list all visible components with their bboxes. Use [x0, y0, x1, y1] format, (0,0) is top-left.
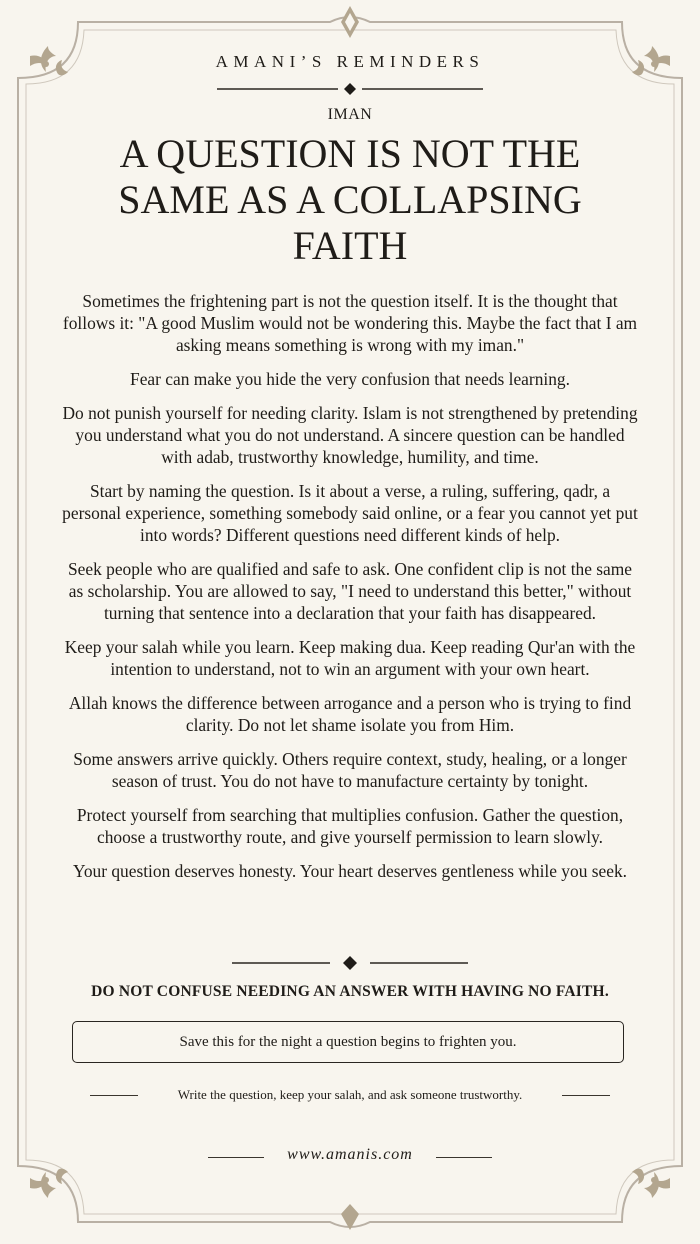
brand-name: AMANI’S REMINDERS	[215, 52, 485, 71]
category-label: IMAN	[327, 106, 373, 123]
key-message: DO NOT CONFUSE NEEDING AN ANSWER WITH HAVING NO FAITH.	[91, 983, 609, 1000]
paragraph: Seek people who are qualified and safe to ask. One confident clip is not the same as scholarship. You are allowed to say, "I need to understand this better," without turning that sentence into a declaration that your faith has disappeared.	[67, 559, 633, 623]
brand-divider	[0, 82, 700, 96]
page-title: A QUESTION IS NOT THE SAME AS A COLLAPSING FAITH	[118, 131, 582, 268]
footer-rule-right	[436, 1157, 492, 1158]
paragraph: Protect yourself from searching that multiplies confusion. Gather the question, choose a trustworthy route, and give yourself permission to learn slowly.	[76, 805, 624, 847]
save-prompt-text: Save this for the night a question begins to frighten you.	[179, 1033, 517, 1050]
action-tip: Write the question, keep your salah, and ask someone trustworthy.	[177, 1087, 523, 1102]
fleuron-icon-bottom-left	[30, 1169, 68, 1198]
paragraph: Do not punish yourself for needing clarity. Islam is not strengthened by pretending you understand what you do not understand. A sincere question can be handled with adab, trustworthy knowledge, humility, and time.	[62, 403, 638, 467]
tip-rule-right	[562, 1095, 610, 1096]
top-diamond-ornament	[341, 6, 359, 38]
save-reminder-box[interactable]	[72, 1021, 624, 1063]
website-link[interactable]: www.amanis.com	[287, 1146, 413, 1163]
fleuron-icon-bottom-right	[632, 1169, 670, 1198]
paragraph: Keep your salah while you learn. Keep making dua. Keep reading Qur'an with the intention to understand, not to win an argument with your own heart.	[64, 637, 636, 679]
paragraph: Sometimes the frightening part is not the question itself. It is the thought that follows it: "A good Muslim would not be wondering this. Maybe the fact that I am asking means something is wrong with my iman."	[62, 291, 638, 355]
section-divider	[0, 955, 700, 971]
paragraph: Allah knows the difference between arrogance and a person who is trying to find clarity. Do not let shame isolate you from Him.	[68, 693, 632, 735]
paragraph: Fear can make you hide the very confusion that needs learning.	[130, 369, 570, 389]
paragraph: Your question deserves honesty. Your heart deserves gentleness while you seek.	[73, 861, 627, 881]
reminder-body	[60, 290, 640, 894]
paragraph: Start by naming the question. Is it about a verse, a ruling, suffering, qadr, a personal experience, something somebody said online, or a fear you cannot yet put into words? Different questions need different kinds of help.	[62, 481, 638, 545]
paragraph: Some answers arrive quickly. Others require context, study, healing, or a longer season of trust. You do not have to manufacture certainty by tonight.	[73, 749, 627, 791]
